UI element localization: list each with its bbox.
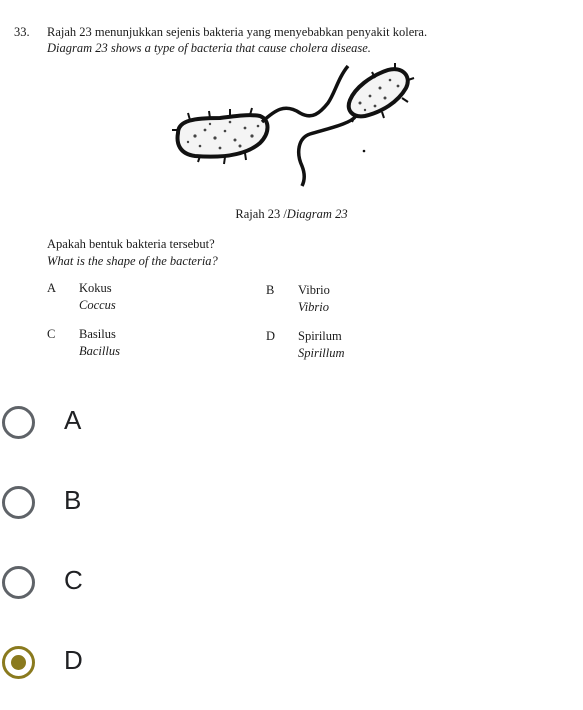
cholera-bacteria-diagram [160, 58, 420, 193]
radio-b[interactable] [2, 486, 35, 519]
option-a-english: Coccus [79, 298, 116, 312]
choice-a-label[interactable]: A [64, 405, 82, 435]
prompt-english: What is the shape of the bacteria? [47, 254, 218, 268]
radio-d-selected[interactable] [2, 646, 35, 679]
choice-d[interactable] [0, 646, 583, 706]
bacterium-left-body [178, 115, 268, 156]
option-b-malay: Vibrio [298, 283, 330, 297]
flagellum-connector [262, 66, 348, 122]
option-d-english: Spirillum [298, 346, 345, 360]
choice-d-label[interactable]: D [64, 645, 83, 675]
choice-c[interactable] [0, 566, 583, 626]
option-c-letter: C [47, 327, 56, 341]
speck-dot [363, 150, 366, 153]
choice-c-label[interactable]: C [64, 565, 83, 595]
question-text-malay: Rajah 23 menunjukkan sejenis bakteria yang menyebabkan penyakit kolera. [47, 25, 428, 39]
option-c-english: Bacillus [79, 344, 120, 358]
bacterium-right-body [349, 69, 408, 116]
option-c-malay: Basilus [79, 327, 116, 341]
choice-b-label[interactable]: B [64, 485, 82, 515]
flagellum-tail [299, 116, 356, 186]
option-d-malay: Spirilum [298, 329, 342, 343]
option-a-malay: Kokus [79, 281, 112, 295]
question-text-english: Diagram 23 shows a type of bacteria that cause cholera disease. [47, 41, 371, 55]
option-b-letter: B [266, 283, 275, 297]
option-a-letter: A [47, 281, 57, 295]
choice-a[interactable] [0, 406, 583, 466]
option-d-letter: D [266, 329, 276, 343]
question-number: 33. [14, 25, 30, 39]
prompt-malay: Apakah bentuk bakteria tersebut? [47, 237, 215, 251]
choice-b[interactable] [0, 486, 583, 546]
option-b-english: Vibrio [298, 300, 330, 314]
radio-c[interactable] [2, 566, 35, 599]
radio-a[interactable] [2, 406, 35, 439]
diagram-caption: Rajah 23 /Diagram 23 [235, 207, 348, 221]
